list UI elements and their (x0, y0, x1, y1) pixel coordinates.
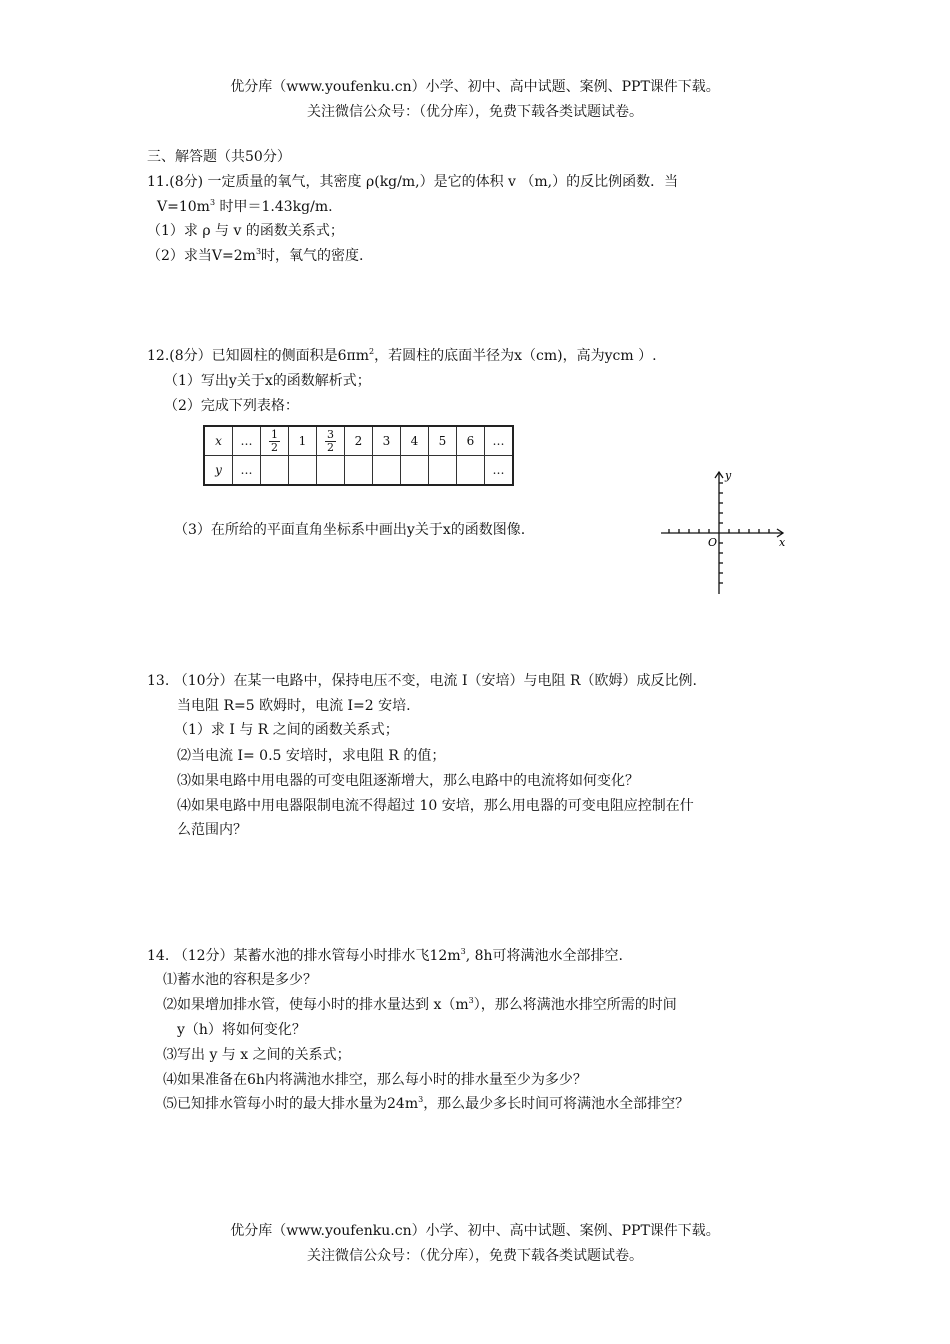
q14-part-2a (163, 995, 677, 1015)
table-row-y (204, 456, 513, 486)
table-x-1: 1 (289, 426, 317, 456)
table-y-cell (401, 456, 429, 486)
q11-line-2 (157, 197, 333, 217)
q12-line-1-text: 12.(8分）已知圆柱的侧面积是6πm (147, 348, 370, 364)
q14-part-2a-rest: ），那么将满池水排空所需的时间 (473, 997, 677, 1013)
frac-three-halves-den: 2 (327, 440, 334, 454)
q14-part-4: ⑷如果准备在6h内将满池水排空，那么每小时的排水量至少为多少？ (163, 1072, 587, 1088)
q12-line-1-sup: 2 (369, 347, 375, 356)
q14-line-1-rest: , 8h可将满池水全部排空. (465, 948, 623, 964)
footer-line-1: 优分库（www.youfenku.cn）小学、初中、高中试题、案例、PPT课件下载。 (230, 1223, 720, 1239)
table-y-cell (429, 456, 457, 486)
table-x-ellipsis-left: … (233, 426, 261, 456)
origin-label: O (708, 536, 718, 549)
q14-part-3: ⑶写出 y 与 x 之间的关系式； (163, 1047, 351, 1063)
q13-line-1: 13. （10分）在某一电路中，保持电压不变，电流 I（安培）与电阻 R（欧姆）成反比例. (147, 673, 697, 689)
footer-line-2: 关注微信公众号：（优分库），免费下载各类试题试卷。 (307, 1248, 643, 1264)
q13-part-3: ⑶如果电路中用电器的可变电阻逐渐增大，那么电路中的电流将如何变化？ (177, 773, 639, 789)
q14-line-1-sup: 3 (460, 947, 466, 956)
x-axis-label: x (779, 536, 786, 549)
q14-part-5 (163, 1094, 689, 1114)
table-x-frac-half (261, 426, 289, 456)
table-x-5: 5 (429, 426, 457, 456)
q13-line-2: 当电阻 R=5 欧姆时，电流 I=2 安培. (177, 698, 411, 714)
q11-part-2-rest: 时，氧气的密度. (261, 248, 364, 264)
table-x-label: x (204, 426, 233, 456)
q14-part-5-text: ⑸已知排水管每小时的最大排水量为24m (163, 1096, 419, 1112)
frac-half-num: 1 (271, 427, 278, 441)
q11-line-2-text: V=10m (157, 199, 210, 215)
table-y-cell (457, 456, 485, 486)
table-y-ellipsis-left: … (233, 456, 261, 486)
q14-part-5-sup: 3 (418, 1095, 424, 1104)
q14-line-1 (147, 946, 623, 966)
frac-three-halves-num: 3 (327, 427, 334, 441)
table-x-3: 3 (373, 426, 401, 456)
q12-line-1-rest: ，若圆柱的底面半径为x（cm)，高为ycm ）. (374, 348, 657, 364)
q14-part-5-rest: ，那么最少多长时间可将满池水全部排空？ (423, 1096, 690, 1112)
y-axis-label: y (725, 469, 732, 482)
q14-part-2a-text: ⑵如果增加排水管，使每小时的排水量达到 x（m (163, 997, 469, 1013)
q11-part-1: （1）求 ρ 与 v 的函数关系式； (147, 223, 344, 239)
table-y-cell (261, 456, 289, 486)
table-row-x (204, 426, 513, 456)
q11-part-2-sup: 3 (255, 247, 262, 256)
q12-value-table (203, 425, 514, 486)
section-title: 三、解答题（共50分） (147, 149, 291, 165)
header-line-2: 关注微信公众号：（优分库），免费下载各类试题试卷。 (307, 104, 643, 120)
q14-part-2b: y（h）将如何变化？ (177, 1022, 306, 1038)
q12-part-1: （1）写出y关于x的函数解析式； (164, 373, 371, 389)
q11-line-2-rest: 时甲＝1.43kg/m. (215, 199, 333, 215)
table-y-label: y (204, 456, 233, 486)
table-x-frac-three-halves (317, 426, 345, 456)
q14-line-1-text: 14. （12分）某蓄水池的排水管每小时排水飞12m (147, 948, 461, 964)
q11-part-2 (147, 246, 363, 266)
table-x-6: 6 (457, 426, 485, 456)
q13-part-4a: ⑷如果电路中用电器限制电流不得超过 10 安培，那么用电器的可变电阻应控制在什 (177, 798, 694, 814)
q11-line-2-sup: 3 (209, 198, 216, 207)
frac-half-den: 2 (271, 440, 278, 454)
q12-part-2: （2）完成下列表格： (164, 398, 299, 414)
table-y-ellipsis-right: … (485, 456, 514, 486)
q13-part-1: （1）求 I 与 R 之间的函数关系式； (174, 722, 399, 738)
coordinate-axes (655, 462, 795, 597)
q14-part-2a-sup: 3 (468, 996, 474, 1005)
table-y-cell (289, 456, 317, 486)
q14-part-1: ⑴蓄水池的容积是多少？ (163, 972, 317, 988)
q11-line-1: 11.(8分) 一定质量的氧气，其密度 ρ(kg/m,）是它的体积 v （m,）的反比例函数．当 (147, 174, 679, 190)
header-line-1: 优分库（www.youfenku.cn）小学、初中、高中试题、案例、PPT课件下载。 (230, 79, 720, 95)
table-x-ellipsis-right: … (485, 426, 514, 456)
table-x-4: 4 (401, 426, 429, 456)
q13-part-4b: 么范围内？ (177, 822, 247, 838)
q12-line-1 (147, 346, 657, 366)
table-y-cell (373, 456, 401, 486)
q13-part-2: ⑵当电流 I= 0.5 安培时，求电阻 R 的值； (177, 748, 446, 764)
q12-part-3: （3）在所给的平面直角坐标系中画出y关于x的函数图像. (174, 522, 526, 538)
table-x-2: 2 (345, 426, 373, 456)
table-y-cell (345, 456, 373, 486)
q11-part-2-text: （2）求当V=2m (147, 248, 256, 264)
table-y-cell (317, 456, 345, 486)
